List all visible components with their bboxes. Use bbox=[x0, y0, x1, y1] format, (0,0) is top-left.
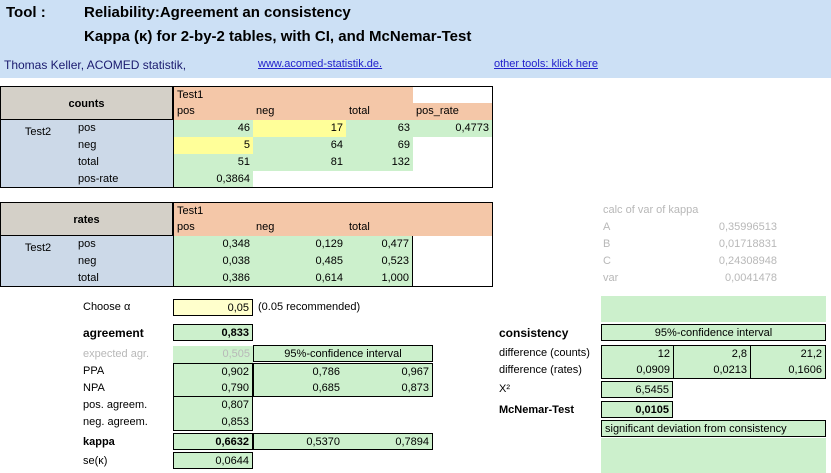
rates-col-header-blank bbox=[413, 219, 493, 236]
alpha-note: (0.05 recommended) bbox=[258, 301, 361, 313]
agreement-row-label-ppa: PPA bbox=[83, 365, 105, 377]
agreement-row-value-ppa: 0,902 bbox=[173, 363, 253, 380]
consistency-ci-header: 95%-confidence interval bbox=[601, 324, 826, 341]
agreement-row-label-npa: NPA bbox=[83, 382, 105, 394]
rates-col-header-pos: pos bbox=[173, 219, 253, 236]
var-label-a: A bbox=[603, 221, 611, 233]
rates-cell-total-total: 1,000 bbox=[346, 270, 413, 287]
var-value-c: 0,24308948 bbox=[718, 255, 777, 267]
var-box-title: calc of var of kappa bbox=[603, 204, 699, 216]
counts-row-label-pos: pos bbox=[75, 120, 173, 137]
counts-cell-pos-neg[interactable]: 17 bbox=[253, 120, 346, 137]
counts-table-title: counts bbox=[0, 86, 173, 120]
alpha-label: Choose α bbox=[83, 301, 131, 313]
rates-table-title: rates bbox=[0, 202, 173, 236]
counts-cell-total-neg: 81 bbox=[253, 154, 346, 171]
consistency-row-label-diffrates: difference (rates) bbox=[499, 364, 582, 376]
counts-cell-pos-posrate: 0,4773 bbox=[413, 120, 493, 137]
consistency-row-label-chisq: X² bbox=[499, 383, 510, 395]
other-tools-link[interactable]: other tools: klick here bbox=[494, 58, 598, 70]
counts-cell-pos-total: 63 bbox=[346, 120, 413, 137]
rates-col-header-neg: neg bbox=[253, 219, 346, 236]
counts-cell-posrate-posrate bbox=[413, 171, 493, 188]
website-link[interactable]: www.acomed-statistik.de. bbox=[258, 58, 383, 70]
counts-cell-total-total: 132 bbox=[346, 154, 413, 171]
agreement-value: 0,833 bbox=[173, 324, 253, 341]
counts-cell-total-pos: 51 bbox=[173, 154, 253, 171]
rates-cell-neg-pos: 0,038 bbox=[173, 253, 253, 270]
consistency-row-label-diffcounts: difference (counts) bbox=[499, 347, 590, 359]
counts-col-header-total: total bbox=[346, 103, 413, 120]
rates-cell-pos-neg: 0,129 bbox=[253, 236, 346, 253]
counts-cell-neg-total: 69 bbox=[346, 137, 413, 154]
agreement-row-value-kappa: 0,6632 bbox=[173, 433, 253, 450]
consistency-row-value-mcnemar: 0,0105 bbox=[601, 401, 673, 418]
consistency-row-value-chisq: 6,5455 bbox=[601, 381, 673, 398]
counts-cell-total-posrate bbox=[413, 154, 493, 171]
rates-cell-neg-total: 0,523 bbox=[346, 253, 413, 270]
counts-cell-posrate-total bbox=[346, 171, 413, 188]
green-filler-strip bbox=[601, 438, 826, 473]
consistency-row-lo-diffrates: 0,0213 bbox=[673, 362, 750, 379]
agreement-row-hi-ppa: 0,967 bbox=[343, 363, 433, 380]
rates-col-header-total: total bbox=[346, 219, 413, 236]
green-filler-strip-left bbox=[601, 296, 826, 322]
agreement-row-lo-kappa: 0,5370 bbox=[253, 433, 343, 450]
var-label-c: C bbox=[603, 255, 611, 267]
agreement-row-value-npa: 0,790 bbox=[173, 380, 253, 397]
agreement-row-hi-kappa: 0,7894 bbox=[343, 433, 433, 450]
agreement-ci-header: 95%-confidence interval bbox=[253, 345, 433, 362]
rates-row-label-total: total bbox=[75, 270, 173, 287]
consistency-row-value-diffrates: 0,0909 bbox=[601, 362, 673, 379]
consistency-row-value-diffcounts: 12 bbox=[601, 345, 673, 362]
header-band bbox=[0, 0, 831, 78]
var-value-a: 0,35996513 bbox=[718, 221, 777, 233]
counts-cell-posrate-neg bbox=[253, 171, 346, 188]
agreement-row-label-negagr: neg. agreem. bbox=[83, 416, 148, 428]
counts-cell-neg-neg[interactable]: 64 bbox=[253, 137, 346, 154]
rates-row-label-neg: neg bbox=[75, 253, 173, 270]
rates-cell-total-pos: 0,386 bbox=[173, 270, 253, 287]
consistency-row-hi-diffcounts: 21,2 bbox=[750, 345, 826, 362]
rates-cell-pos-pos: 0,348 bbox=[173, 236, 253, 253]
var-label-b: B bbox=[603, 238, 611, 250]
agreement-row-label-expected: expected agr. bbox=[83, 348, 150, 360]
counts-posrate-group-blank bbox=[413, 86, 493, 103]
alpha-input[interactable]: 0,05 bbox=[173, 299, 253, 316]
page-title-line1: Reliability:Agreement an consistency bbox=[84, 4, 351, 21]
counts-col-header-pos: pos bbox=[173, 103, 253, 120]
agreement-row-value-posagr: 0,807 bbox=[173, 397, 253, 414]
counts-bottom-rule bbox=[173, 187, 253, 188]
rates-cell-neg-neg: 0,485 bbox=[253, 253, 346, 270]
counts-cell-posrate-pos: 0,3864 bbox=[173, 171, 253, 188]
rates-row-label-pos: pos bbox=[75, 236, 173, 253]
counts-cell-neg-pos[interactable]: 5 bbox=[173, 137, 253, 154]
consistency-row-hi-diffrates: 0,1606 bbox=[750, 362, 826, 379]
agreement-row-label-se: se(κ) bbox=[83, 455, 108, 467]
counts-row-label-posrate: pos-rate bbox=[75, 171, 173, 188]
rates-col-group: Test1 bbox=[173, 202, 493, 219]
agreement-row-value-negagr: 0,853 bbox=[173, 414, 253, 431]
counts-cell-pos-pos[interactable]: 46 bbox=[173, 120, 253, 137]
consistency-row-lo-diffcounts: 2,8 bbox=[673, 345, 750, 362]
consistency-row-label-mcnemar: McNemar-Test bbox=[499, 404, 574, 416]
agreement-row-hi-npa: 0,873 bbox=[343, 380, 433, 397]
agreement-row-label-kappa: kappa bbox=[83, 436, 115, 448]
consistency-verdict: significant deviation from consistency bbox=[601, 420, 826, 437]
var-label-var: var bbox=[603, 272, 619, 284]
page-title-line2: Kappa (κ) for 2-by-2 tables, with CI, and McNemar-Test bbox=[84, 28, 472, 45]
counts-col-header-neg: neg bbox=[253, 103, 346, 120]
agreement-row-value-expected: 0,505 bbox=[173, 346, 253, 363]
rates-row-group: Test2 bbox=[0, 236, 75, 287]
agreement-row-lo-npa: 0,685 bbox=[253, 380, 343, 397]
consistency-title: consistency bbox=[499, 326, 569, 340]
author-text: Thomas Keller, ACOMED statistik, bbox=[4, 58, 187, 72]
counts-row-label-total: total bbox=[75, 154, 173, 171]
counts-row-label-neg: neg bbox=[75, 137, 173, 154]
counts-col-header-posrate: pos_rate bbox=[413, 103, 493, 120]
tool-label: Tool : bbox=[6, 4, 46, 21]
var-value-var: 0,0041478 bbox=[725, 272, 777, 284]
var-value-b: 0,01718831 bbox=[718, 238, 777, 250]
agreement-title: agreement bbox=[83, 326, 144, 340]
rates-cell-pos-total: 0,477 bbox=[346, 236, 413, 253]
counts-cell-neg-posrate bbox=[413, 137, 493, 154]
agreement-row-label-posagr: pos. agreem. bbox=[83, 399, 148, 411]
agreement-row-lo-ppa: 0,786 bbox=[253, 363, 343, 380]
counts-row-group: Test2 bbox=[0, 120, 75, 188]
counts-col-group: Test1 bbox=[173, 86, 493, 103]
agreement-row-value-se: 0,0644 bbox=[173, 452, 253, 469]
rates-cell-total-neg: 0,614 bbox=[253, 270, 346, 287]
